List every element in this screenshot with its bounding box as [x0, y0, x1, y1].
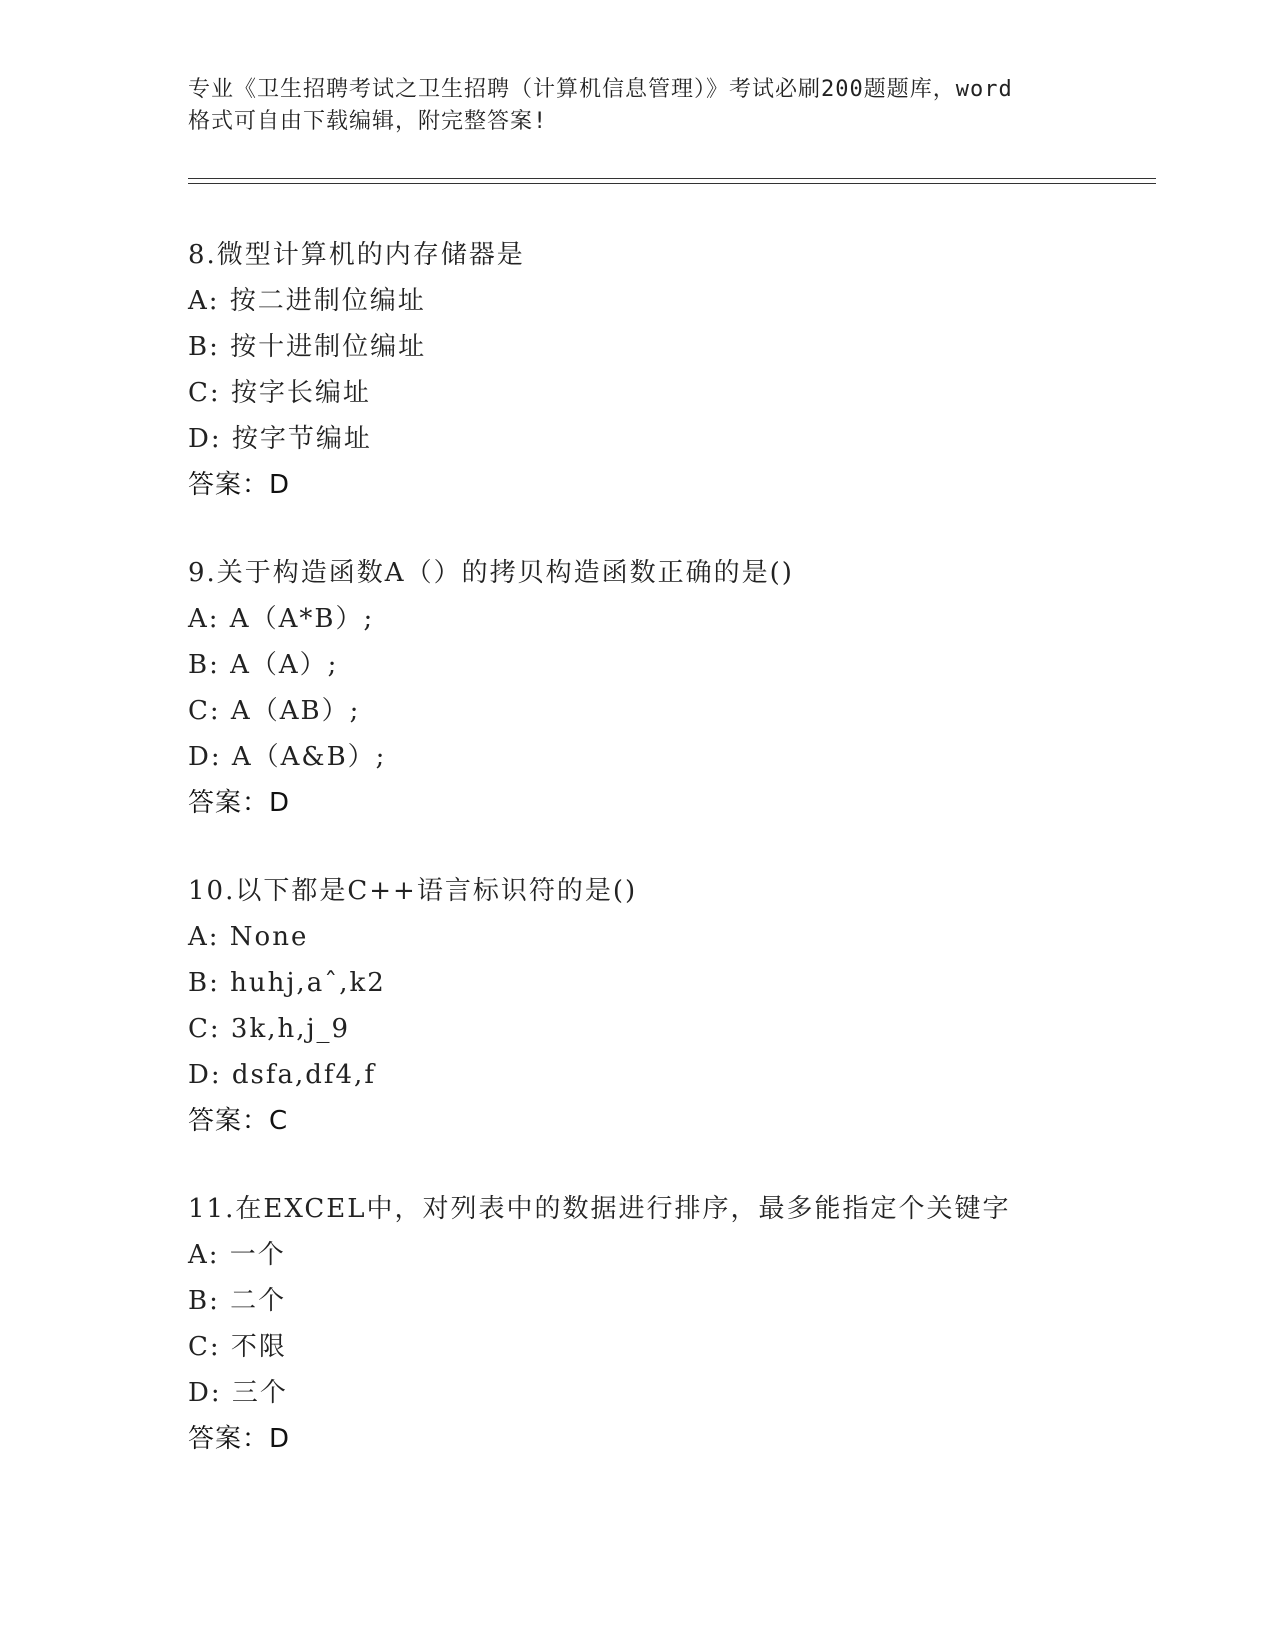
option-a: A: None — [188, 922, 309, 952]
option-b: B: 二个 — [188, 1286, 287, 1316]
question-title: 10.以下都是C++语言标识符的是() — [188, 876, 638, 906]
question-8 — [188, 232, 1188, 508]
option-c: C: A（AB）; — [188, 696, 361, 726]
header-divider-bottom — [188, 183, 1156, 184]
option-a: A: 一个 — [188, 1240, 286, 1270]
question-11 — [188, 1186, 1188, 1462]
option-b: B: 按十进制位编址 — [188, 332, 427, 362]
question-title: 8.微型计算机的内存储器是 — [188, 240, 525, 270]
option-d: D: A（A&B）; — [188, 742, 387, 772]
option-c: C: 3k,h,j_9 — [188, 1014, 351, 1044]
option-a: A: 按二进制位编址 — [188, 286, 426, 316]
question-title: 11.在EXCEL中，对列表中的数据进行排序，最多能指定个关键字 — [188, 1194, 1011, 1224]
option-c: C: 不限 — [188, 1332, 287, 1362]
header-line-1: 专业《卫生招聘考试之卫生招聘（计算机信息管理）》考试必刷200题题库，word — [188, 77, 1013, 102]
option-d: D: 按字节编址 — [188, 424, 372, 454]
header-line-2: 格式可自由下载编辑，附完整答案! — [188, 109, 548, 134]
option-b: B: huhj,aˆ,k2 — [188, 968, 386, 998]
question-title: 9.关于构造函数A（）的拷贝构造函数正确的是() — [188, 558, 794, 588]
question-10 — [188, 868, 1188, 1144]
answer-label: 答案：D — [188, 470, 291, 500]
document-header — [188, 74, 1088, 138]
option-c: C: 按字长编址 — [188, 378, 371, 408]
option-b: B: A（A）; — [188, 650, 339, 680]
header-divider-top — [188, 178, 1156, 179]
answer-label: 答案：D — [188, 1424, 291, 1454]
answer-label: 答案：C — [188, 1106, 289, 1136]
question-9 — [188, 550, 1188, 826]
option-d: D: 三个 — [188, 1378, 288, 1408]
option-a: A: A（A*B）; — [188, 604, 375, 634]
answer-label: 答案：D — [188, 788, 291, 818]
option-d: D: dsfa,df4,f — [188, 1060, 376, 1090]
